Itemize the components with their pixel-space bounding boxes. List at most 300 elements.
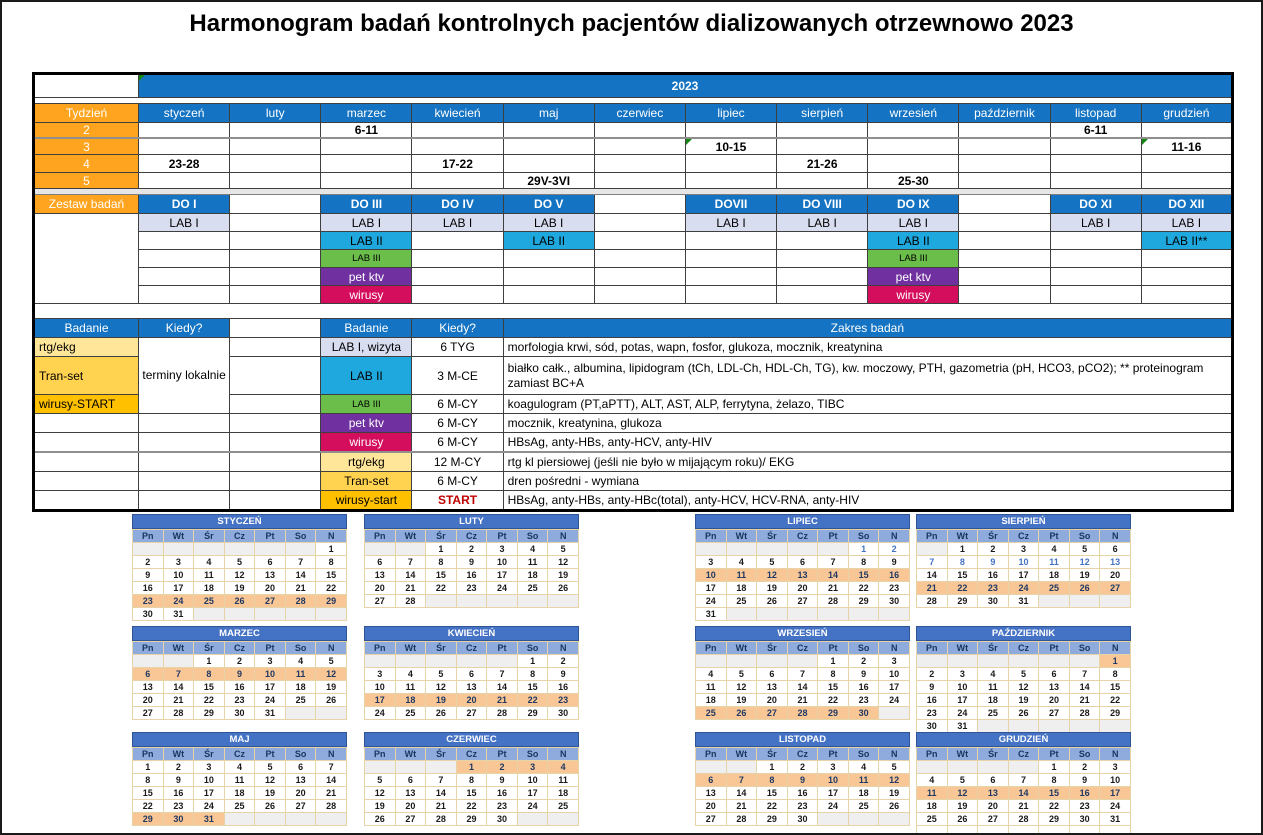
day-cell: 22 — [818, 694, 849, 707]
day-cell: 27 — [133, 707, 164, 720]
blank-day-cell — [194, 608, 225, 621]
detail-frequency: 6 M-CY — [412, 472, 503, 491]
day-of-week-header: Cz — [456, 642, 487, 655]
day-cell: 11 — [517, 556, 548, 569]
day-cell: 16 — [163, 787, 194, 800]
month-header: lipiec — [685, 104, 776, 123]
test-set-cell: DO I — [139, 195, 230, 214]
empty-cell — [34, 452, 139, 472]
day-cell: 26 — [548, 582, 579, 595]
day-cell: 6 — [787, 556, 818, 569]
day-cell: 10 — [365, 681, 396, 694]
day-cell: 18 — [548, 787, 579, 800]
day-cell: 22 — [426, 582, 457, 595]
day-cell: 27 — [285, 800, 316, 813]
highlighted-day-cell: 11 — [285, 668, 316, 681]
day-of-week-header: Wt — [726, 642, 757, 655]
highlighted-day-cell: 15 — [1039, 787, 1070, 800]
highlighted-day-cell: 27 — [1100, 582, 1131, 595]
comment-marker-icon — [1142, 139, 1148, 145]
blank-day-cell — [1039, 595, 1070, 608]
day-cell: 5 — [726, 668, 757, 681]
day-cell: 1 — [316, 543, 347, 556]
day-cell: 1 — [133, 761, 164, 774]
calendar-title: WRZESIEŃ — [695, 626, 910, 641]
blank-day-cell — [365, 655, 396, 668]
day-cell: 1 — [426, 543, 457, 556]
empty-cell — [230, 319, 321, 338]
calendar-title: LISTOPAD — [695, 732, 910, 747]
day-cell: 7 — [1008, 774, 1039, 787]
empty-cell — [230, 491, 321, 511]
day-cell: 13 — [1039, 681, 1070, 694]
day-cell: 13 — [1100, 556, 1131, 569]
day-cell: 21 — [163, 694, 194, 707]
detail-scope: białko całk., albumina, lipidogram (tCh, LDL-Ch, HDL-Ch, TG), kw. moczowy, PTH, gazometria (pH, HCO3, pCO2); ** proteinogram zamiast BC+A — [503, 357, 1232, 395]
calendar-title: KWIECIEŃ — [364, 626, 579, 641]
blank-day-cell — [285, 813, 316, 826]
day-cell: 12 — [548, 556, 579, 569]
day-cell: 31 — [696, 608, 727, 621]
calendar-title: GRUDZIEŃ — [916, 732, 1131, 747]
day-cell: 28 — [1008, 813, 1039, 826]
blank-day-cell — [456, 595, 487, 608]
calendar-luty — [364, 514, 579, 608]
blank-day-cell — [848, 608, 879, 621]
blank-day-cell — [163, 655, 194, 668]
day-of-week-header: Wt — [395, 530, 426, 543]
day-cell: 26 — [1008, 707, 1039, 720]
month-header: luty — [230, 104, 321, 123]
day-cell: 5 — [1069, 543, 1100, 556]
highlighted-day-cell: 31 — [194, 813, 225, 826]
empty-cell — [230, 123, 321, 139]
day-cell: 24 — [818, 800, 849, 813]
empty-cell — [1050, 286, 1141, 304]
day-of-week-header: N — [548, 530, 579, 543]
calendar-wrzesień — [695, 626, 910, 720]
day-cell: 19 — [757, 582, 788, 595]
day-cell: 30 — [548, 707, 579, 720]
day-cell: 16 — [456, 569, 487, 582]
empty-cell — [959, 250, 1050, 268]
day-cell: 20 — [285, 787, 316, 800]
day-cell: 16 — [133, 582, 164, 595]
day-cell: 18 — [726, 582, 757, 595]
day-of-week-header: Pt — [255, 642, 286, 655]
day-cell: 3 — [818, 761, 849, 774]
day-cell: 3 — [255, 655, 286, 668]
day-cell: 7 — [917, 556, 948, 569]
day-cell: 8 — [456, 774, 487, 787]
day-of-week-header: N — [316, 530, 347, 543]
detail-scope: HBsAg, anty-HBs, anty-HBc(total), anty-HCV, HCV-RNA, anty-HIV — [503, 491, 1232, 511]
empty-cell — [1141, 173, 1232, 189]
day-cell: 20 — [365, 582, 396, 595]
blank-day-cell — [395, 543, 426, 556]
day-cell: 10 — [1008, 556, 1039, 569]
day-cell: 31 — [947, 720, 978, 733]
empty-cell — [230, 452, 321, 472]
day-cell: 30 — [978, 595, 1009, 608]
day-of-week-header: So — [848, 530, 879, 543]
day-of-week-header: Cz — [456, 748, 487, 761]
detail-test-name: pet ktv — [321, 414, 412, 433]
day-cell: 1 — [947, 543, 978, 556]
day-cell: 24 — [879, 694, 910, 707]
blank-day-cell — [947, 826, 978, 835]
day-cell: 1 — [194, 655, 225, 668]
empty-cell — [959, 195, 1050, 214]
day-cell: 31 — [1100, 813, 1131, 826]
day-cell: 14 — [487, 681, 518, 694]
highlighted-day-cell: 23 — [133, 595, 164, 608]
highlighted-day-cell: 14 — [1008, 787, 1039, 800]
empty-cell — [321, 138, 412, 155]
day-cell: 25 — [548, 800, 579, 813]
day-cell: 1 — [818, 655, 849, 668]
day-cell: 13 — [456, 681, 487, 694]
day-cell: 17 — [879, 681, 910, 694]
empty-cell — [868, 155, 959, 173]
day-cell: 4 — [224, 761, 255, 774]
highlighted-day-cell: 18 — [395, 694, 426, 707]
day-cell: 17 — [818, 787, 849, 800]
blank-day-cell — [426, 761, 457, 774]
day-cell: 5 — [255, 761, 286, 774]
blank-day-cell — [757, 655, 788, 668]
day-cell: 5 — [879, 761, 910, 774]
day-cell: 22 — [1039, 800, 1070, 813]
blank-day-cell — [696, 655, 727, 668]
blank-day-cell — [365, 543, 396, 556]
day-cell: 30 — [917, 720, 948, 733]
day-cell: 16 — [848, 681, 879, 694]
week-range-cell: 21-26 — [777, 155, 868, 173]
highlighted-day-cell: 23 — [978, 582, 1009, 595]
highlighted-day-cell: 12 — [947, 787, 978, 800]
empty-cell — [777, 123, 868, 139]
day-cell: 11 — [978, 681, 1009, 694]
empty-cell — [139, 491, 230, 511]
test-set-cell: DOVII — [685, 195, 776, 214]
day-cell: 3 — [879, 655, 910, 668]
day-cell: 15 — [757, 787, 788, 800]
day-cell: 2 — [879, 543, 910, 556]
test-set-cell: DO XI — [1050, 195, 1141, 214]
blank-day-cell — [426, 655, 457, 668]
empty-cell — [412, 123, 503, 139]
highlighted-day-cell: 11 — [917, 787, 948, 800]
highlighted-day-cell: 19 — [426, 694, 457, 707]
blank-day-cell — [726, 761, 757, 774]
day-cell: 9 — [548, 668, 579, 681]
day-cell: 7 — [818, 556, 849, 569]
month-header: marzec — [321, 104, 412, 123]
day-of-week-header: Pt — [1039, 642, 1070, 655]
empty-cell — [321, 173, 412, 189]
highlighted-day-cell: 8 — [757, 774, 788, 787]
day-cell: 12 — [255, 774, 286, 787]
week-number-label: 5 — [34, 173, 139, 189]
empty-cell — [594, 123, 685, 139]
blank-day-cell — [224, 813, 255, 826]
comment-marker-icon — [139, 75, 145, 81]
day-of-week-header: N — [548, 748, 579, 761]
empty-cell — [777, 286, 868, 304]
detail-test-name: wirusy — [321, 433, 412, 453]
day-cell: 29 — [757, 813, 788, 826]
day-cell: 30 — [787, 813, 818, 826]
day-of-week-header: Cz — [456, 530, 487, 543]
day-cell: 19 — [548, 569, 579, 582]
day-cell: 8 — [133, 774, 164, 787]
day-cell: 17 — [1008, 569, 1039, 582]
blank-day-cell — [726, 655, 757, 668]
blank-day-cell — [395, 761, 426, 774]
blank-label-cell — [34, 214, 139, 304]
day-of-week-header: So — [1069, 748, 1100, 761]
day-cell: 19 — [947, 800, 978, 813]
day-of-week-header: So — [285, 530, 316, 543]
day-cell: 28 — [426, 813, 457, 826]
day-of-week-header: Pn — [365, 748, 396, 761]
highlighted-day-cell: 4 — [548, 761, 579, 774]
empty-cell — [1141, 123, 1232, 139]
day-cell: 11 — [194, 569, 225, 582]
blank-day-cell — [487, 595, 518, 608]
empty-cell — [959, 214, 1050, 232]
day-cell: 15 — [194, 681, 225, 694]
empty-cell — [594, 250, 685, 268]
day-cell: 27 — [978, 813, 1009, 826]
calendar-grid — [916, 641, 1131, 733]
day-cell: 13 — [696, 787, 727, 800]
detail-header-badanie: Badanie — [321, 319, 412, 338]
day-cell: 13 — [365, 569, 396, 582]
empty-cell — [139, 173, 230, 189]
day-cell: 4 — [917, 774, 948, 787]
day-cell: 3 — [194, 761, 225, 774]
day-cell: 12 — [1069, 556, 1100, 569]
day-cell: 18 — [224, 787, 255, 800]
day-cell: 19 — [1008, 694, 1039, 707]
blank-day-cell — [456, 655, 487, 668]
day-of-week-header: Pn — [133, 748, 164, 761]
blank-day-cell — [224, 608, 255, 621]
day-cell: 27 — [1039, 707, 1070, 720]
blank-day-cell — [978, 655, 1009, 668]
day-of-week-header: Pn — [365, 530, 396, 543]
day-cell: 3 — [1008, 543, 1039, 556]
day-cell: 13 — [757, 681, 788, 694]
test-set-cell: pet ktv — [868, 268, 959, 286]
day-of-week-header: Pt — [487, 530, 518, 543]
empty-cell — [959, 232, 1050, 250]
day-cell: 9 — [848, 668, 879, 681]
test-set-cell: LAB II — [868, 232, 959, 250]
blank-day-cell — [163, 543, 194, 556]
day-cell: 22 — [456, 800, 487, 813]
day-of-week-header: Pn — [917, 642, 948, 655]
day-cell: 18 — [696, 694, 727, 707]
test-set-cell: LAB III — [868, 250, 959, 268]
day-cell: 5 — [316, 655, 347, 668]
day-of-week-header: N — [879, 530, 910, 543]
calendar-grid — [695, 529, 910, 621]
empty-cell — [1141, 268, 1232, 286]
day-cell: 5 — [365, 774, 396, 787]
day-cell: 25 — [848, 800, 879, 813]
blank-day-cell — [787, 608, 818, 621]
day-cell: 29 — [456, 813, 487, 826]
day-cell: 17 — [163, 582, 194, 595]
highlighted-day-cell: 28 — [787, 707, 818, 720]
blank-day-cell — [1069, 595, 1100, 608]
day-cell: 6 — [255, 556, 286, 569]
highlighted-day-cell: 10 — [818, 774, 849, 787]
empty-cell — [685, 232, 776, 250]
day-cell: 11 — [395, 681, 426, 694]
day-cell: 6 — [1039, 668, 1070, 681]
day-cell: 17 — [696, 582, 727, 595]
day-cell: 14 — [395, 569, 426, 582]
day-cell: 20 — [787, 582, 818, 595]
test-set-cell: LAB I — [1141, 214, 1232, 232]
highlighted-day-cell: 14 — [818, 569, 849, 582]
day-cell: 26 — [426, 707, 457, 720]
blank-day-cell — [224, 543, 255, 556]
day-cell: 6 — [456, 668, 487, 681]
day-of-week-header: Pt — [818, 530, 849, 543]
week-range-cell: 29V-3VI — [503, 173, 594, 189]
day-cell: 19 — [365, 800, 396, 813]
week-range-cell: 23-28 — [139, 155, 230, 173]
day-cell: 31 — [163, 608, 194, 621]
day-cell: 5 — [1008, 668, 1039, 681]
day-cell: 16 — [548, 681, 579, 694]
highlighted-day-cell: 17 — [1100, 787, 1131, 800]
highlighted-day-cell: 17 — [365, 694, 396, 707]
day-cell: 5 — [224, 556, 255, 569]
day-cell: 16 — [487, 787, 518, 800]
day-cell: 9 — [978, 556, 1009, 569]
day-cell: 8 — [517, 668, 548, 681]
empty-cell — [594, 155, 685, 173]
empty-cell — [412, 173, 503, 189]
day-cell: 14 — [787, 681, 818, 694]
day-cell: 2 — [548, 655, 579, 668]
week-range-cell: 17-22 — [412, 155, 503, 173]
day-cell: 29 — [848, 595, 879, 608]
day-of-week-header: Śr — [194, 642, 225, 655]
blank-day-cell — [978, 720, 1009, 733]
empty-cell — [1050, 173, 1141, 189]
day-cell: 21 — [818, 582, 849, 595]
day-cell: 3 — [487, 543, 518, 556]
month-header: listopad — [1050, 104, 1141, 123]
day-cell: 3 — [696, 556, 727, 569]
empty-cell — [594, 195, 685, 214]
highlighted-day-cell: 10 — [255, 668, 286, 681]
empty-cell — [139, 286, 230, 304]
day-cell: 14 — [285, 569, 316, 582]
empty-cell — [139, 472, 230, 491]
highlighted-day-cell: 9 — [224, 668, 255, 681]
test-set-cell: LAB III — [321, 250, 412, 268]
day-cell: 17 — [947, 694, 978, 707]
day-cell: 23 — [787, 800, 818, 813]
empty-cell — [503, 250, 594, 268]
blank-day-cell — [757, 543, 788, 556]
day-cell: 26 — [947, 813, 978, 826]
day-cell: 1 — [757, 761, 788, 774]
day-of-week-header: Pt — [255, 748, 286, 761]
highlighted-day-cell: 7 — [726, 774, 757, 787]
highlighted-day-cell: 22 — [517, 694, 548, 707]
blank-day-cell — [787, 655, 818, 668]
highlighted-day-cell: 22 — [947, 582, 978, 595]
highlighted-day-cell: 26 — [224, 595, 255, 608]
day-cell: 11 — [696, 681, 727, 694]
day-cell: 27 — [395, 813, 426, 826]
empty-cell — [868, 138, 959, 155]
highlighted-day-cell: 29 — [818, 707, 849, 720]
highlighted-day-cell: 29 — [316, 595, 347, 608]
blank-day-cell — [787, 543, 818, 556]
calendar-listopad — [695, 732, 910, 826]
day-of-week-header: Wt — [726, 748, 757, 761]
empty-cell — [139, 123, 230, 139]
empty-cell — [959, 173, 1050, 189]
day-cell: 15 — [947, 569, 978, 582]
day-cell: 4 — [726, 556, 757, 569]
highlighted-day-cell: 23 — [548, 694, 579, 707]
detail-test-name: wirusy-start — [321, 491, 412, 511]
day-of-week-header: Śr — [978, 748, 1009, 761]
day-of-week-header: So — [1069, 642, 1100, 655]
blank-day-cell — [1039, 655, 1070, 668]
day-cell: 5 — [426, 668, 457, 681]
week-number-label: 4 — [34, 155, 139, 173]
day-cell: 12 — [365, 787, 396, 800]
empty-cell — [777, 268, 868, 286]
highlighted-day-cell: 24 — [163, 595, 194, 608]
day-cell: 12 — [1008, 681, 1039, 694]
day-of-week-header: Cz — [224, 748, 255, 761]
empty-cell — [1050, 138, 1141, 155]
day-of-week-header: Pt — [818, 748, 849, 761]
blank-day-cell — [194, 543, 225, 556]
day-cell: 18 — [517, 569, 548, 582]
day-cell: 6 — [285, 761, 316, 774]
day-cell: 19 — [726, 694, 757, 707]
detail-frequency: 6 M-CY — [412, 433, 503, 453]
empty-cell — [34, 472, 139, 491]
week-col-label: Tydzień — [34, 104, 139, 123]
day-cell: 21 — [426, 800, 457, 813]
blank-day-cell — [316, 707, 347, 720]
day-cell: 10 — [947, 681, 978, 694]
calendar-grid — [132, 641, 347, 720]
week-range-cell: 10-15 — [685, 138, 776, 155]
empty-cell — [230, 155, 321, 173]
highlighted-day-cell: 30 — [848, 707, 879, 720]
day-cell: 29 — [517, 707, 548, 720]
day-cell: 8 — [947, 556, 978, 569]
day-of-week-header: So — [848, 748, 879, 761]
day-cell: 28 — [917, 595, 948, 608]
